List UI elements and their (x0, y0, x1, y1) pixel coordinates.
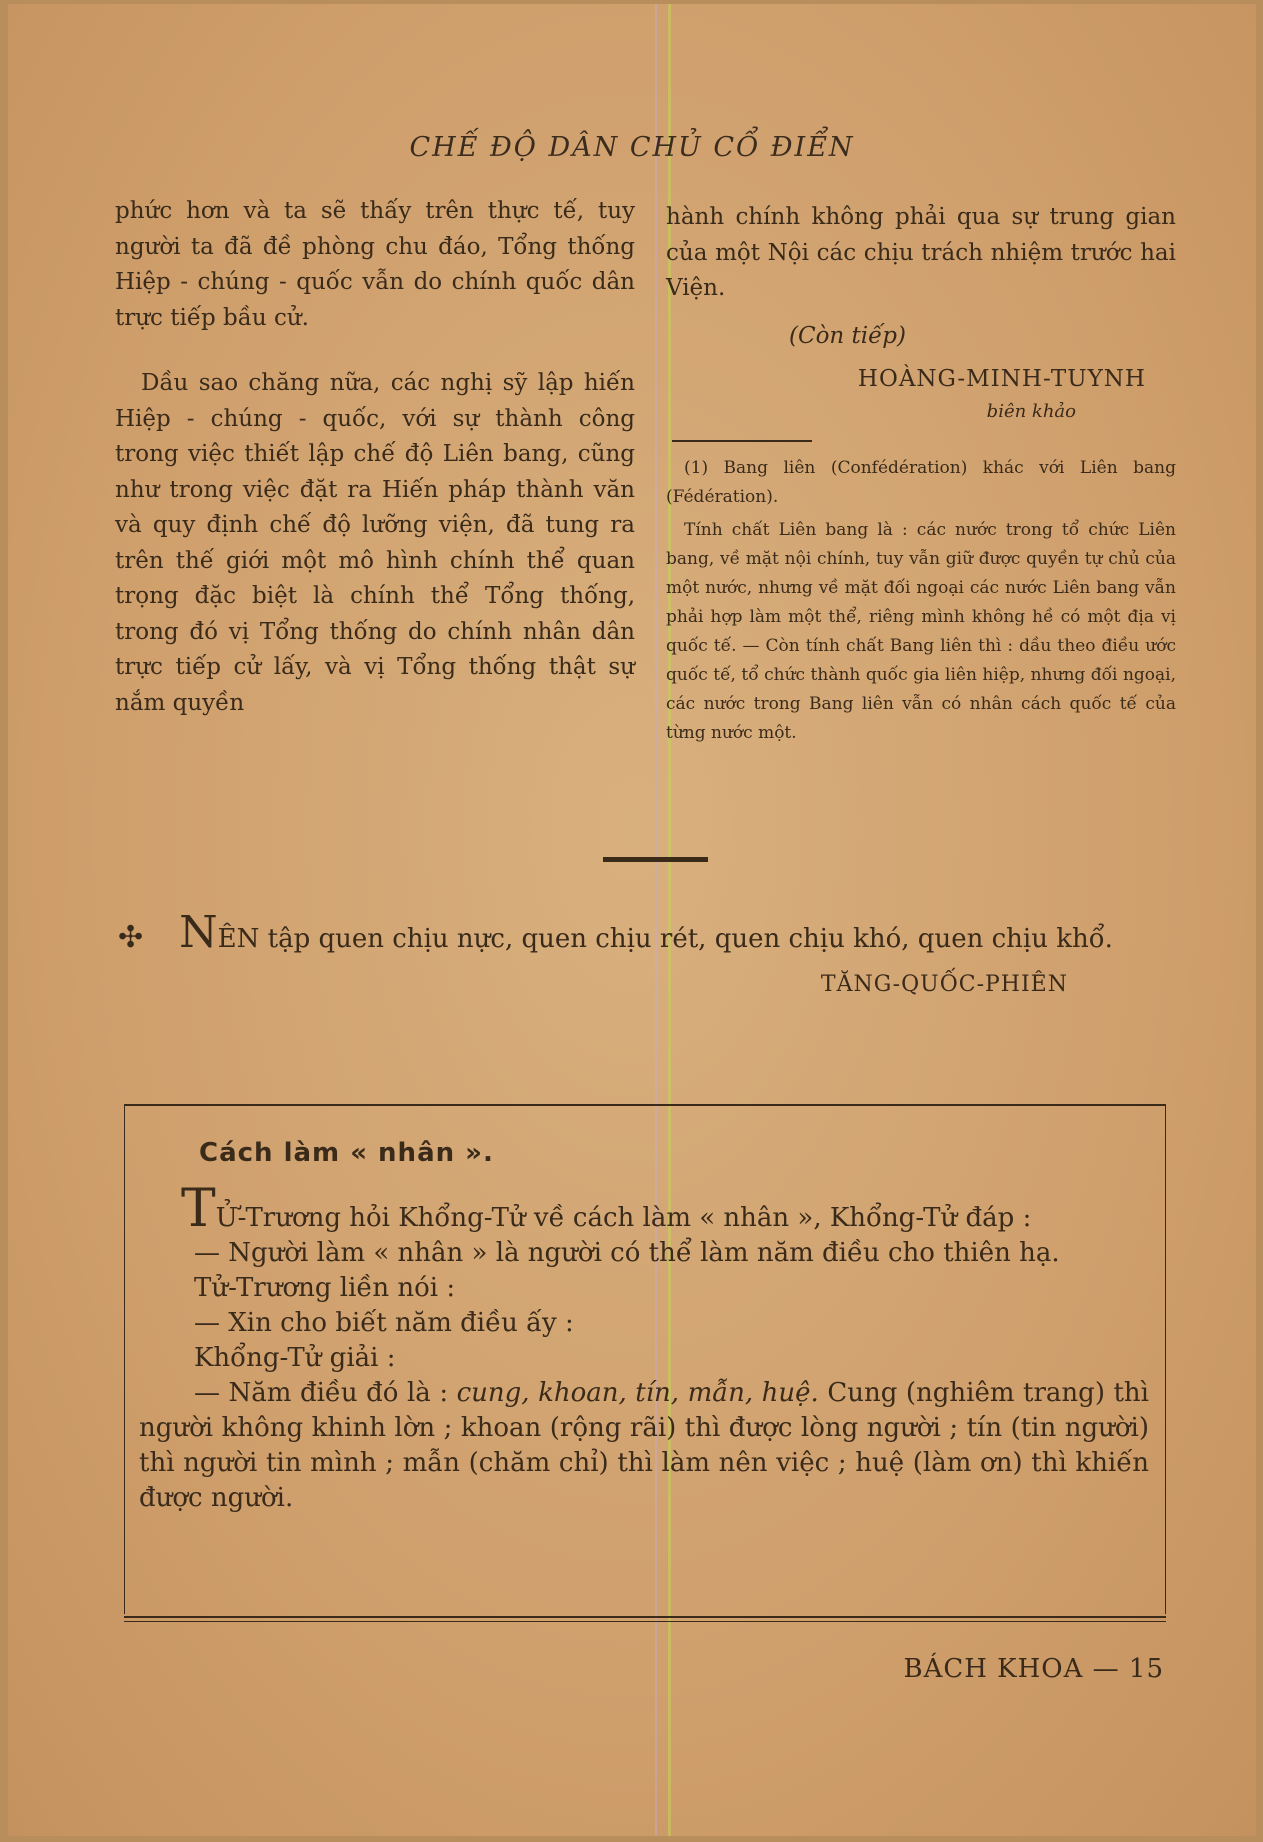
box-line-2: — Người làm « nhân » là người có thể làm năm điều cho thiên hạ. (194, 1238, 1060, 1268)
author-role: biên khảo (986, 400, 1076, 422)
section-divider (603, 857, 708, 862)
maxim-author: TĂNG-QUỐC-PHIÊN (820, 972, 1068, 997)
page-folio: BÁCH KHOA — 15 (903, 1654, 1164, 1684)
page (8, 4, 1256, 1836)
box-line-6 (139, 1376, 1149, 1516)
box-dropcap: T (181, 1179, 216, 1239)
maxim-dropcap: N (179, 907, 218, 958)
footnote-rule (672, 440, 812, 442)
left-paragraph-1: phức hơn và ta sẽ thấy trên thực tế, tuy người ta đã đề phòng chu đáo, Tổng thống Hiệp - chúng - quốc vẫn do chính quốc dân trực tiếp bầu cử. (115, 198, 635, 331)
box-bottom-rule (124, 1616, 1166, 1618)
left-paragraph-2: Dầu sao chăng nữa, các nghị sỹ lập hiến Hiệp - chúng - quốc, với sự thành công trong việc thiết lập chế độ Liên bang, cũng như trong việc đặt ra Hiến pháp thành văn và quy định chế độ lưỡng viện, đã tung ra trên thế giới một mô hình chính thể quan trọng đặc biệt là chính thể Tổng thống, trong đó vị Tổng thống do chính nhân dân trực tiếp cử lấy, và vị Tổng thống thật sự nắm quyền (115, 370, 635, 716)
box-line-1-rest: Ử-Trương hỏi Khổng-Tử về cách làm « nhân », Khổng-Tử đáp : (215, 1203, 1032, 1233)
box-line-4: — Xin cho biết năm điều ấy : (194, 1308, 574, 1338)
article-author: HOÀNG-MINH-TUYNH (857, 366, 1146, 392)
right-paragraph-1: hành chính không phải qua sự trung gian của một Nội các chịu trách nhiệm trước hai Viện. (666, 204, 1176, 301)
star-ornament-icon: ✣ (118, 920, 144, 955)
box-line-5: Khổng-Tử giải : (194, 1343, 396, 1373)
continued-note: (Còn tiếp) (789, 322, 906, 349)
box-body (139, 1179, 1149, 1516)
box-line-6-start: — Năm điều đó là : (194, 1378, 457, 1408)
maxim (118, 907, 1168, 1004)
footnote-1: (1) Bang liên (Confédération) khác với Liên bang (Fédération). (666, 457, 1176, 507)
sidebar-box (124, 1104, 1166, 1614)
box-line-3: Tử-Trương liền nói : (194, 1273, 456, 1303)
box-line-1 (139, 1179, 1149, 1239)
box-title: Cách làm « nhân ». (199, 1138, 494, 1168)
left-column (115, 194, 635, 721)
box-virtues: cung, khoan, tín, mẫn, huệ. (456, 1378, 819, 1408)
box-bottom-rule-2 (124, 1621, 1166, 1622)
footnotes (666, 454, 1176, 748)
right-column (666, 200, 1176, 748)
maxim-body: tập quen chịu nực, quen chịu rét, quen chịu khó, quen chịu khổ. (259, 924, 1113, 954)
footnote-2: Tính chất Liên bang là : các nước trong tổ chức Liên bang, về mặt nội chính, tuy vẫn giữ được quyền tự chủ của một nước, nhưng về mặt đối ngoại các nước Liên bang vẫn phải hợp làm một thể, riêng mình không hề có một địa vị quốc tế. — Còn tính chất Bang liên thì : dầu theo điều ước quốc tế, tổ chức thành quốc gia liên hiệp, nhưng đối ngoại, các nước trong Bang liên vẫn có nhân cách quốc tế của từng nước một. (666, 519, 1176, 743)
maxim-text (118, 907, 1168, 958)
box-line-6-end: Cung (nghiêm trang) thì người không khinh lờn ; khoan (rộng rãi) thì được lòng người ; tín (tin người) thì người tin mình ; mẫn (chăm chỉ) thì làm nên việc ; huệ (làm ơn) thì khiến được người. (139, 1378, 1149, 1513)
maxim-smallcaps: ÊN (217, 924, 260, 954)
running-head: CHẾ ĐỘ DÂN CHỦ CỔ ĐIỂN (409, 132, 855, 163)
